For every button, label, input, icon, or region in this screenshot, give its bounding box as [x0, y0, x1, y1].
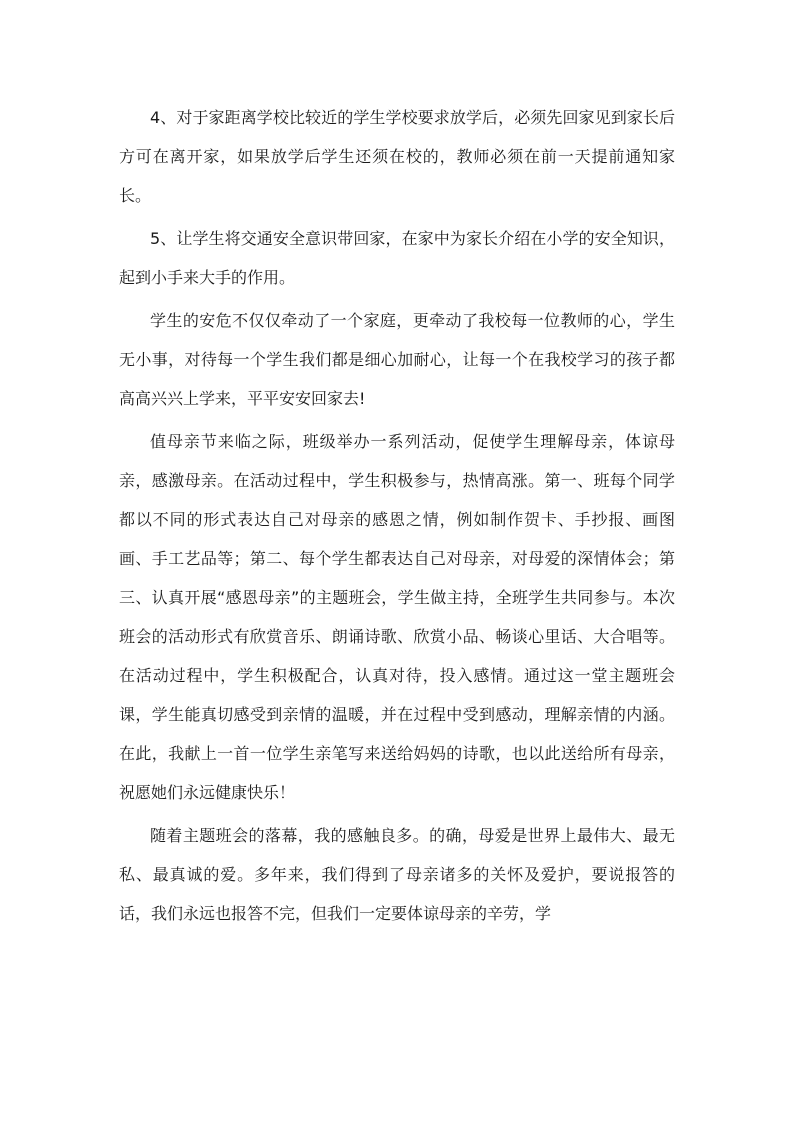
paragraph-item-4: 4、对于家距离学校比较近的学生学校要求放学后，必须先回家见到家长后方可在离开家，如果放学后学生还须在校的，教师必须在前一天提前通知家长。 [119, 108, 675, 205]
paragraph-reflection: 随着主题班会的落幕，我的感触良多。的确，母爱是世界上最伟大、最无私、最真诚的爱。多年来，我们得到了母亲诸多的关怀及爱护，要说报答的话，我们永远也报答不完，但我们一定要体谅母亲的辛劳，学 [119, 826, 675, 923]
paragraph-item-5: 5、让学生将交通安全意识带回家，在家中为家长介绍在小学的安全知识，起到小手来大手的作用。 [119, 229, 675, 287]
paragraph-mothers-day-activities: 值母亲节来临之际，班级举办一系列活动，促使学生理解母亲，体谅母亲，感激母亲。在活动过程中，学生积极参与，热情高涨。第一、班每个同学都以不同的形式表达自己对母亲的感恩之情，例如制作贺卡、手抄报、画图画、手工艺品等；第二、每个学生都表达自己对母亲，对母爱的深情体会；第三、认真开展“感恩母亲”的主题班会，学生做主持，全班学生共同参与。本次班会的活动形式有欣赏音乐、朗诵诗歌、欣赏小品、畅谈心里话、大合唱等。在活动过程中，学生积极配合，认真对待，投入感情。通过这一堂主题班会课，学生能真切感受到亲情的温暖，并在过程中受到感动，理解亲情的内涵。在此，我献上一首一位学生亲笔写来送给妈妈的诗歌，也以此送给所有母亲，祝愿她们永远健康快乐！ [119, 432, 675, 802]
document-body [119, 98, 675, 937]
paragraph-student-safety: 学生的安危不仅仅牵动了一个家庭，更牵动了我校每一位教师的心，学生无小事，对待每一个学生我们都是细心加耐心，让每一个在我校学习的孩子都高高兴兴上学来，平平安安回家去! [119, 311, 675, 408]
